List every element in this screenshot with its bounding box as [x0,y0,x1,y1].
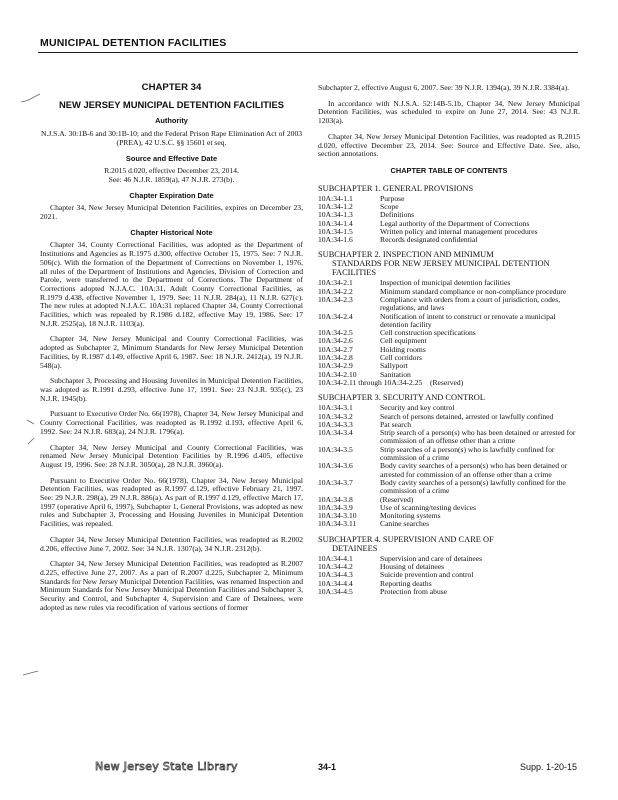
section-title: Sanitation [380,369,411,379]
history-paragraph: Chapter 34, New Jersey Municipal Detention Facilities, was readopted as R.2007 d.225, effective June 27, 2007. As a part of R.2007 d.225, Subchapter 2, Minimum Standards for New Jersey Municipal Detention Facilities, was renamed Inspection and Minimum Standards for New Jersey Municipal Detention Facilities and Subchapter 3, Security and Control, and Subchapter 4, Supervision and Care of Detainees, were adopted as new rules via recodification of various sections of former [40,559,303,612]
section-number: 10A:34-2.2 [318,286,353,296]
section-title: Housing of detainees [380,562,445,572]
section-entry [318,462,580,479]
section-list [318,279,580,387]
left-column [40,84,303,619]
source-text: R.2015 d.020, effective December 23, 2014. [104,166,239,176]
section-number: 10A:34-4.1 [318,553,353,563]
section-title: Notification of intent to construct or renovate a municipal detention facility [380,311,556,329]
source-heading: Source and Effective Date [125,153,218,163]
subchapter-title: SUBCHAPTER 1. GENERAL PROVISIONS [318,183,474,193]
section-entry [318,520,580,528]
section-title: Holding rooms [380,344,426,354]
section-number: 10A:34-2.8 [318,353,353,363]
section-title: Sallyport [380,361,408,371]
section-entry [318,329,580,337]
section-number: 10A:34-3.7 [318,477,353,487]
section-title: Security and key control [380,403,455,413]
history-paragraph: Pursuant to Executive Order No. 66(1978), Chapter 34, New Jersey Municipal Detention Facilities, was readopted as R.1997 d.129, effective February 21, 1997. See: 29 N.J.R. 298(a), 29 N.J.R. 886(a). As part of R.1997 d.129, effective March 17, 1997 (operative April 6, 1997), Subchapter 1, General Provisions, was adopted as new rules and Subchapter 3, Processing and Housing Juveniles in Municipal Detention Facilities, was repealed. [40,475,303,529]
section-number: 10A:34-3.4 [318,428,353,438]
section-number: 10A:34-3.10 [318,511,357,521]
section-title: Cell corridors [380,353,422,363]
section-entry [318,446,580,463]
subchapter-title: SUBCHAPTER 3. SECURITY AND CONTROL [318,393,485,403]
continued-paragraph: Subchapter 2, effective August 6, 2007. See: 39 N.J.R. 1394(a), 39 N.J.R. 3384(a). [318,83,570,92]
section-number: 10A:34-4.3 [318,570,353,580]
section-title: Compliance with orders from a court of jurisdiction, codes, regulations, and laws [380,295,561,313]
section-title: Cell construction specifications [380,328,476,338]
history-heading: Chapter Historical Note [130,227,213,237]
section-title: Records designated confidential [380,235,478,245]
right-column [318,84,580,598]
section-entry [318,354,580,362]
section-entry [318,195,580,203]
section-list [318,195,580,245]
table-of-contents [318,184,580,597]
subchapter-heading [318,250,580,277]
section-title: Suicide prevention and control [380,570,474,580]
section-title: Written policy and internal management procedures [380,226,538,236]
section-number: 10A:34-1.4 [318,218,353,228]
section-number: 10A:34-1.5 [318,226,353,236]
section-number: 10A:34-3.2 [318,411,353,421]
subchapter-heading [318,184,580,193]
section-number: 10A:34-1.2 [318,201,353,211]
source-text: See: 46 N.J.R. 1859(a), 47 N.J.R. 273(b). [108,174,235,184]
section-number: 10A:34-3.3 [318,419,353,429]
section-title: Purpose [380,193,405,203]
section-title: Strip search of a person(s) who has been detained or arrested for commission of an offense other than a crime [380,428,576,446]
expiration-text: Chapter 34, New Jersey Municipal Detention Facilities, expires on December 23, 2021. [40,203,303,222]
section-list [318,404,580,528]
margin-mark [22,668,40,678]
section-entry [318,588,580,596]
subchapter-title: SUBCHAPTER 2. INSPECTION AND MINIMUM [318,250,494,260]
section-entry [318,379,580,387]
section-number: 10A:34-2.10 [318,369,357,379]
page-number: 34-1 [318,762,337,772]
section-number: 10A:34-2.6 [318,336,353,346]
subchapter-heading [318,535,580,553]
section-title: (Reserved) [429,377,464,387]
section-number: 10A:34-3.5 [318,444,353,454]
section-number: 10A:34-2.5 [318,328,353,338]
section-title: Pat search [380,419,411,429]
section-title: Search of persons detained, arrested or lawfully confined [380,411,554,421]
section-number: 10A:34-1.6 [318,235,353,245]
section-entry [318,313,580,330]
subchapter-title: SUBCHAPTER 4. SUPERVISION AND CARE OF [318,534,494,544]
section-number: 10A:34-2.11 through 10A:34-2.25 [318,377,423,387]
section-number: 10A:34-3.1 [318,403,353,413]
margin-mark [24,418,38,448]
section-entry [318,555,580,563]
authority-text: N.J.S.A. 30:1B-6 and 30:1B-10; and the Federal Prison Rape Elimination Act of 2003 (PREA), 42 U.S.C. §§ 15601 et seq. [40,129,303,147]
library-watermark: New Jersey State Library [95,760,238,773]
section-title: Reporting deaths [380,578,432,588]
section-title: Protection from abuse [380,586,448,596]
subchapter-heading [318,393,580,402]
section-number: 10A:34-3.6 [318,461,353,471]
history-paragraph: Pursuant to Executive Order No. 66(1978), Chapter 34, New Jersey Municipal and County Correctional Facilities, was readopted as R.1992 d.193, effective April 6, 1992. See: 24 N.J.R. 683(a), 24 N.J.R. 1796(a). [40,409,303,436]
section-number: 10A:34-2.1 [318,278,353,288]
history-paragraph: Chapter 34, New Jersey Municipal and County Correctional Facilities, was renamed New Jersey Municipal Detention Facilities by R.1996 d.405, effective August 19, 1996. See: 28 N.J.R. 3050(a), 28 N.J.R. 3960(a). [40,442,303,469]
section-title: Canine searches [380,519,430,529]
section-entry [318,362,580,370]
section-number: 10A:34-4.2 [318,562,353,572]
section-entry [318,413,580,421]
section-title: Supervision and care of detainees [380,553,483,563]
section-title: (Reserved) [380,494,414,504]
history-paragraph: In accordance with N.J.S.A. 52:14B-5.1b, Chapter 34, New Jersey Municipal Detention Facilities, was scheduled to expire on June 27, 2014. See: 43 N.J.R. 1203(a). [318,98,580,126]
header-rule [38,52,578,53]
section-entry [318,504,580,512]
section-entry [318,346,580,354]
section-list [318,555,580,596]
chapter-title: NEW JERSEY MUNICIPAL DETENTION FACILITIES [58,98,285,110]
section-number: 10A:34-2.7 [318,344,353,354]
section-number: 10A:34-3.9 [318,502,353,512]
section-title: Legal authority of the Department of Corrections [380,218,530,228]
section-title: Scope [380,201,399,211]
history-paragraph: Chapter 34, New Jersey Municipal Detention Facilities, was readopted as R.2015 d.020, effective December 23, 2014. See: Source and Effective Date. See, also, section annotations. [318,131,580,159]
section-title: Minimum standard compliance or non-compliance procedure [380,286,567,296]
section-title: Definitions [380,210,415,220]
section-title: Use of scanning/testing devices [380,502,476,512]
section-title: Inspection of municipal detention facilities [380,278,511,288]
section-number: 10A:34-2.4 [318,311,353,321]
section-entry [318,479,580,496]
section-entry [318,236,580,244]
supplement-date: Supp. 1-20-15 [520,762,578,772]
section-number: 10A:34-3.8 [318,494,353,504]
margin-mark [20,92,42,106]
section-title: Monitoring systems [380,511,441,521]
section-title: Strip searches of a person(s) who is lawfully confined for commission of a crime [380,444,555,463]
section-entry [318,337,580,345]
section-number: 10A:34-3.11 [318,519,357,529]
section-entry [318,429,580,446]
running-head: MUNICIPAL DETENTION FACILITIES [40,37,227,49]
history-paragraph: Chapter 34, County Correctional Facilities, was adopted as the Department of Institutions and Agencies as R.1975 d.300, effective October 15, 1975. See: 7 N.J.R. 506(c). With the formation of the Department of Corrections on November 1, 1976, all rules of the Department of Institutions and Agencies, Division of Correction and Parole, were transferred to the Department of Corrections. The Department of Corrections adopted N.J.A.C. 10A:31, Adult County Correctional Facilities, as R.1979 d.438, effective November 1, 1979. See: 11 N.J.R. 284(a), 11 N.J.R. 627(c). The new rules at adopted N.J.A.C. 10A:31 replaced Chapter 34, County Correctional Facilities, which was repealed by R.1986 d.182, effective May 19, 1986. See: 17 N.J.R. 2525(a), 18 N.J.R. 1103(a). [40,240,303,328]
section-number: 10A:34-4.4 [318,578,353,588]
section-entry [318,512,580,520]
toc-title: CHAPTER TABLE OF CONTENTS [390,165,508,175]
section-entry [318,571,580,579]
section-entry [318,580,580,588]
history-paragraph: Chapter 34, New Jersey Municipal and County Correctional Facilities, was adopted as Subchapter 2, Minimum Standards for New Jersey Municipal Detention Facilities, by R.1987 d.149, effective April 6, 1987. See: 18 N.J.R. 2412(a), 19 N.J.R. 548(a). [40,334,303,370]
section-number: 10A:34-1.1 [318,193,353,203]
subchapter-title-continued: DETAINEES [332,543,378,553]
section-entry [318,203,580,211]
chapter-number: CHAPTER 34 [141,82,202,93]
section-number: 10A:34-2.9 [318,361,353,371]
section-entry [318,296,580,313]
subchapter-title-continued: STANDARDS FOR NEW JERSEY MUNICIPAL DETENTION FACILITIES [332,259,550,278]
section-title: Body cavity searches of a person(s) who has been detained or arrested for commission of an offense other than a crime [380,461,568,479]
section-title: Body cavity searches of a person(s) lawfully confined for the commission of a crime [380,477,566,496]
section-number: 10A:34-1.3 [318,210,353,220]
history-paragraph: Chapter 34, New Jersey Municipal Detention Facilities, was readopted as R.2002 d.206, effective June 7, 2002. See: 34 N.J.R. 1307(a), 34 N.J.R. 2312(b). [40,534,303,553]
history-paragraph: Subchapter 3, Processing and Housing Juveniles in Municipal Detention Facilities, was adopted as R.1991 d.293, effective June 17, 1991. See: 23 N.J.R. 935(c), 23 N.J.R. 1945(b). [40,376,303,403]
expiration-heading: Chapter Expiration Date [129,190,214,200]
section-number: 10A:34-4.5 [318,586,353,596]
section-number: 10A:34-2.3 [318,295,353,304]
authority-heading: Authority [155,116,188,126]
section-title: Cell equipment [380,336,427,346]
